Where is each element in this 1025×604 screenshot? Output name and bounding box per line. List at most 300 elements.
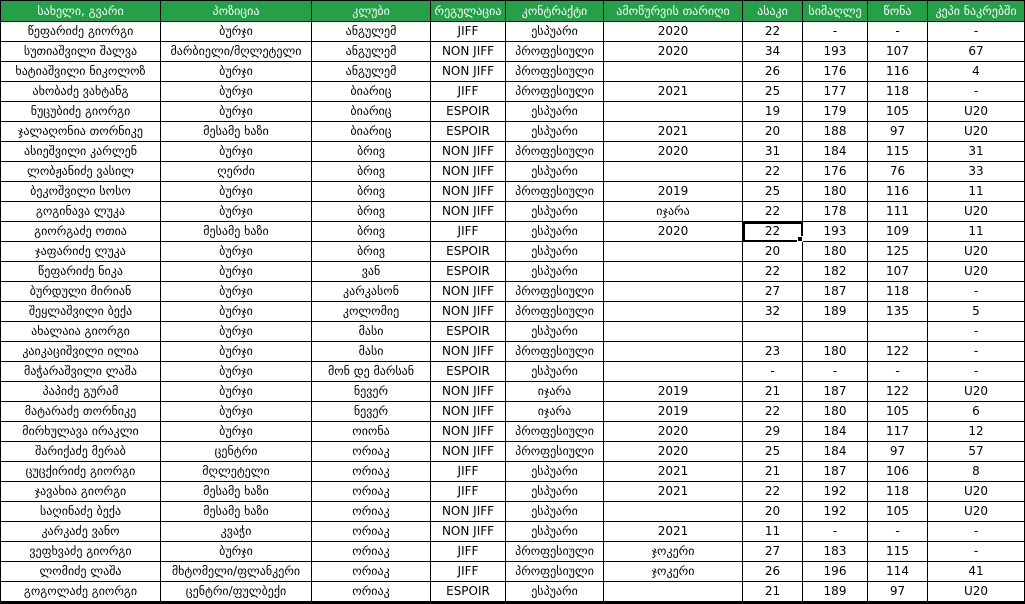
cell-position[interactable]: მღლეტელი bbox=[161, 462, 312, 482]
cell-contract[interactable]: პროფესიული bbox=[506, 42, 604, 62]
cell-contract[interactable]: ესპუარი bbox=[506, 222, 604, 242]
cell-position[interactable]: ბურჯი bbox=[161, 102, 312, 122]
cell-position[interactable]: მესამე ხაზი bbox=[161, 122, 312, 142]
cell-height[interactable]: 178 bbox=[803, 202, 868, 222]
cell-position[interactable]: ბურჯი bbox=[161, 202, 312, 222]
cell-position[interactable]: ბურჯი bbox=[161, 262, 312, 282]
cell-regulation[interactable]: NON JIFF bbox=[431, 42, 506, 62]
cell-expiry-date[interactable]: 2020 bbox=[604, 442, 743, 462]
cell-position[interactable]: ბურჯი bbox=[161, 542, 312, 562]
cell-position[interactable]: ბურჯი bbox=[161, 322, 312, 342]
cell-name[interactable]: ასიეშვილი კარლენ bbox=[1, 142, 161, 162]
cell-contract[interactable]: ესპუარი bbox=[506, 122, 604, 142]
cell-age[interactable]: 19 bbox=[743, 102, 803, 122]
header-name[interactable]: სახელი, გვარი bbox=[1, 1, 161, 22]
cell-height[interactable]: 196 bbox=[803, 562, 868, 582]
cell-contract[interactable]: პროფესიული bbox=[506, 182, 604, 202]
cell-age[interactable]: 27 bbox=[743, 282, 803, 302]
cell-age[interactable]: - bbox=[743, 362, 803, 382]
cell-height[interactable]: 180 bbox=[803, 182, 868, 202]
cell-expiry-date[interactable] bbox=[604, 502, 743, 522]
cell-age[interactable]: 26 bbox=[743, 562, 803, 582]
cell-weight[interactable]: 111 bbox=[868, 202, 928, 222]
cell-club[interactable]: კარკასონ bbox=[312, 282, 431, 302]
cell-expiry-date[interactable] bbox=[604, 362, 743, 382]
cell-club[interactable]: ნევერ bbox=[312, 402, 431, 422]
cell-weight[interactable]: 117 bbox=[868, 422, 928, 442]
cell-age[interactable]: 21 bbox=[743, 582, 803, 603]
cell-regulation[interactable]: NON JIFF bbox=[431, 382, 506, 402]
cell-height[interactable]: - bbox=[803, 522, 868, 542]
cell-caps[interactable]: 11 bbox=[928, 182, 1025, 202]
cell-height[interactable]: 180 bbox=[803, 342, 868, 362]
cell-height[interactable]: 188 bbox=[803, 122, 868, 142]
cell-regulation[interactable]: NON JIFF bbox=[431, 202, 506, 222]
cell-club[interactable]: ანგულემ bbox=[312, 22, 431, 42]
cell-expiry-date[interactable] bbox=[604, 342, 743, 362]
cell-club[interactable]: ორიაკ bbox=[312, 562, 431, 582]
cell-contract[interactable]: პროფესიული bbox=[506, 302, 604, 322]
cell-position[interactable]: ბურჯი bbox=[161, 142, 312, 162]
cell-weight[interactable]: 107 bbox=[868, 42, 928, 62]
header-position[interactable]: პოზიცია bbox=[161, 1, 312, 22]
cell-club[interactable]: ორიაკ bbox=[312, 542, 431, 562]
cell-expiry-date[interactable]: 2020 bbox=[604, 42, 743, 62]
cell-name[interactable]: წეფარიძე გიორგი bbox=[1, 22, 161, 42]
cell-regulation[interactable]: NON JIFF bbox=[431, 522, 506, 542]
cell-name[interactable]: კარკაძე ვანო bbox=[1, 522, 161, 542]
cell-height[interactable]: 189 bbox=[803, 582, 868, 603]
cell-contract[interactable]: პროფესიული bbox=[506, 542, 604, 562]
cell-position[interactable]: ბურჯი bbox=[161, 62, 312, 82]
cell-weight[interactable]: 135 bbox=[868, 302, 928, 322]
cell-position[interactable]: ბურჯი bbox=[161, 22, 312, 42]
cell-age[interactable]: 22 bbox=[743, 482, 803, 502]
cell-expiry-date[interactable] bbox=[604, 62, 743, 82]
cell-club[interactable]: ორიაკ bbox=[312, 462, 431, 482]
cell-age[interactable]: 25 bbox=[743, 182, 803, 202]
cell-club[interactable]: ბიარიც bbox=[312, 122, 431, 142]
cell-expiry-date[interactable]: 2021 bbox=[604, 82, 743, 102]
cell-age[interactable]: 22 bbox=[743, 162, 803, 182]
cell-contract[interactable]: ესპუარი bbox=[506, 362, 604, 382]
cell-position[interactable]: ბურჯი bbox=[161, 182, 312, 202]
cell-position[interactable]: ბურჯი bbox=[161, 422, 312, 442]
cell-regulation[interactable]: NON JIFF bbox=[431, 182, 506, 202]
cell-expiry-date[interactable] bbox=[604, 162, 743, 182]
cell-regulation[interactable]: ESPOIR bbox=[431, 262, 506, 282]
cell-position[interactable]: ბურჯი bbox=[161, 342, 312, 362]
cell-contract[interactable]: ესპუარი bbox=[506, 262, 604, 282]
cell-caps[interactable]: U20 bbox=[928, 482, 1025, 502]
cell-height[interactable]: 184 bbox=[803, 442, 868, 462]
cell-height[interactable]: - bbox=[803, 22, 868, 42]
cell-regulation[interactable]: JIFF bbox=[431, 482, 506, 502]
cell-weight[interactable]: 106 bbox=[868, 462, 928, 482]
cell-name[interactable]: ბურდული მირიან bbox=[1, 282, 161, 302]
cell-contract[interactable]: პროფესიული bbox=[506, 282, 604, 302]
cell-regulation[interactable]: JIFF bbox=[431, 22, 506, 42]
cell-caps[interactable]: 41 bbox=[928, 562, 1025, 582]
header-age[interactable]: ასაკი bbox=[743, 1, 803, 22]
cell-expiry-date[interactable] bbox=[604, 302, 743, 322]
cell-weight[interactable]: 118 bbox=[868, 82, 928, 102]
cell-position[interactable]: მარბიელი/მღლეტელი bbox=[161, 42, 312, 62]
cell-caps[interactable]: 57 bbox=[928, 442, 1025, 462]
cell-club[interactable]: ორიაკ bbox=[312, 502, 431, 522]
cell-name[interactable]: სუთიაშვილი შალვა bbox=[1, 42, 161, 62]
cell-age[interactable]: 26 bbox=[743, 62, 803, 82]
cell-contract[interactable]: ესპუარი bbox=[506, 322, 604, 342]
cell-name[interactable]: ჯალაღონია თორნიკე bbox=[1, 122, 161, 142]
cell-club[interactable]: ბრივ bbox=[312, 142, 431, 162]
cell-height[interactable]: 184 bbox=[803, 142, 868, 162]
cell-expiry-date[interactable]: 2021 bbox=[604, 482, 743, 502]
cell-club[interactable]: ბრივ bbox=[312, 242, 431, 262]
cell-weight[interactable]: 122 bbox=[868, 382, 928, 402]
cell-name[interactable]: კაიკაციშვილი ილია bbox=[1, 342, 161, 362]
cell-position[interactable]: მესამე ხაზი bbox=[161, 502, 312, 522]
cell-age[interactable]: 25 bbox=[743, 82, 803, 102]
cell-caps[interactable]: - bbox=[928, 282, 1025, 302]
cell-position[interactable]: ბურჯი bbox=[161, 82, 312, 102]
cell-caps[interactable]: U20 bbox=[928, 202, 1025, 222]
cell-expiry-date[interactable]: 2021 bbox=[604, 462, 743, 482]
cell-name[interactable]: ცუცქირიძე გიორგი bbox=[1, 462, 161, 482]
cell-weight[interactable]: 97 bbox=[868, 442, 928, 462]
cell-weight[interactable]: 125 bbox=[868, 242, 928, 262]
cell-caps[interactable]: 67 bbox=[928, 42, 1025, 62]
cell-weight[interactable]: 116 bbox=[868, 182, 928, 202]
cell-regulation[interactable]: JIFF bbox=[431, 542, 506, 562]
cell-weight[interactable]: 76 bbox=[868, 162, 928, 182]
cell-regulation[interactable]: JIFF bbox=[431, 82, 506, 102]
cell-regulation[interactable]: JIFF bbox=[431, 222, 506, 242]
cell-name[interactable]: ჯავახია გიორგი bbox=[1, 482, 161, 502]
cell-name[interactable]: შეყლაშვილი ბექა bbox=[1, 302, 161, 322]
cell-club[interactable]: ორიაკ bbox=[312, 522, 431, 542]
cell-regulation[interactable]: ESPOIR bbox=[431, 322, 506, 342]
cell-age[interactable]: 22 bbox=[743, 202, 803, 222]
cell-caps[interactable]: 8 bbox=[928, 462, 1025, 482]
cell-regulation[interactable]: JIFF bbox=[431, 562, 506, 582]
cell-contract[interactable]: ესპუარი bbox=[506, 22, 604, 42]
cell-name[interactable]: ბეკოშვილი სოსო bbox=[1, 182, 161, 202]
cell-regulation[interactable]: JIFF bbox=[431, 462, 506, 482]
cell-caps[interactable]: - bbox=[928, 362, 1025, 382]
cell-age[interactable]: 22 bbox=[743, 262, 803, 282]
cell-age[interactable] bbox=[743, 322, 803, 342]
cell-club[interactable]: ბრივ bbox=[312, 162, 431, 182]
cell-contract[interactable]: პროფესიული bbox=[506, 422, 604, 442]
cell-contract[interactable]: ესპუარი bbox=[506, 582, 604, 603]
cell-club[interactable]: ბრივ bbox=[312, 182, 431, 202]
cell-expiry-date[interactable] bbox=[604, 262, 743, 282]
cell-age[interactable]: 20 bbox=[743, 242, 803, 262]
cell-club[interactable]: ორიაკ bbox=[312, 482, 431, 502]
cell-contract[interactable]: პროფესიული bbox=[506, 62, 604, 82]
cell-height[interactable]: 180 bbox=[803, 242, 868, 262]
cell-position[interactable]: ბურჯი bbox=[161, 302, 312, 322]
cell-caps[interactable]: - bbox=[928, 342, 1025, 362]
cell-club[interactable]: ბრივ bbox=[312, 202, 431, 222]
cell-height[interactable]: 177 bbox=[803, 82, 868, 102]
cell-regulation[interactable]: NON JIFF bbox=[431, 422, 506, 442]
cell-expiry-date[interactable] bbox=[604, 102, 743, 122]
cell-expiry-date[interactable]: ჯოკერი bbox=[604, 542, 743, 562]
cell-height[interactable]: 192 bbox=[803, 482, 868, 502]
cell-age[interactable]: 21 bbox=[743, 382, 803, 402]
cell-club[interactable]: ანგულემ bbox=[312, 42, 431, 62]
cell-regulation[interactable]: NON JIFF bbox=[431, 442, 506, 462]
cell-expiry-date[interactable]: ჯოკერი bbox=[604, 562, 743, 582]
cell-expiry-date[interactable]: 2019 bbox=[604, 402, 743, 422]
cell-regulation[interactable]: NON JIFF bbox=[431, 282, 506, 302]
header-expiry-date[interactable]: ამოწურვის თარიღი bbox=[604, 1, 743, 22]
cell-regulation[interactable]: NON JIFF bbox=[431, 142, 506, 162]
cell-age[interactable]: 32 bbox=[743, 302, 803, 322]
cell-caps[interactable]: 4 bbox=[928, 62, 1025, 82]
cell-regulation[interactable]: ESPOIR bbox=[431, 582, 506, 603]
cell-club[interactable]: ორიაკ bbox=[312, 442, 431, 462]
cell-height[interactable]: 193 bbox=[803, 42, 868, 62]
cell-contract[interactable]: პროფესიული bbox=[506, 442, 604, 462]
cell-name[interactable]: მაჭარაშვილი ლაშა bbox=[1, 362, 161, 382]
header-club[interactable]: კლუბი bbox=[312, 1, 431, 22]
cell-regulation[interactable]: ESPOIR bbox=[431, 122, 506, 142]
cell-expiry-date[interactable]: იჯარა bbox=[604, 202, 743, 222]
cell-position[interactable]: მესამე ხაზი bbox=[161, 482, 312, 502]
cell-club[interactable]: ბრივ bbox=[312, 222, 431, 242]
cell-contract[interactable]: ესპუარი bbox=[506, 242, 604, 262]
cell-contract[interactable]: იჯარა bbox=[506, 382, 604, 402]
cell-regulation[interactable]: ESPOIR bbox=[431, 362, 506, 382]
cell-age[interactable]: 20 bbox=[743, 502, 803, 522]
cell-weight[interactable]: 115 bbox=[868, 542, 928, 562]
cell-age[interactable]: 25 bbox=[743, 442, 803, 462]
cell-name[interactable]: ვეფხვაძე გიორგი bbox=[1, 542, 161, 562]
cell-weight[interactable]: - bbox=[868, 522, 928, 542]
cell-contract[interactable]: იჯარა bbox=[506, 402, 604, 422]
cell-weight[interactable]: 118 bbox=[868, 282, 928, 302]
cell-name[interactable]: ლომიძე ლაშა bbox=[1, 562, 161, 582]
cell-age[interactable]: 22 bbox=[743, 402, 803, 422]
cell-position[interactable]: ღერძი bbox=[161, 162, 312, 182]
cell-caps[interactable]: - bbox=[928, 322, 1025, 342]
cell-age[interactable]: 29 bbox=[743, 422, 803, 442]
cell-name[interactable]: წეფარიძე ნიკა bbox=[1, 262, 161, 282]
cell-height[interactable]: 180 bbox=[803, 402, 868, 422]
header-caps[interactable]: კეპი ნაკრებში bbox=[928, 1, 1025, 22]
cell-expiry-date[interactable]: 2021 bbox=[604, 122, 743, 142]
cell-weight[interactable]: 114 bbox=[868, 562, 928, 582]
cell-position[interactable]: ცენტრი/ფულბექი bbox=[161, 582, 312, 603]
cell-caps[interactable]: U20 bbox=[928, 582, 1025, 603]
cell-weight[interactable]: 97 bbox=[868, 122, 928, 142]
cell-expiry-date[interactable]: 2021 bbox=[604, 522, 743, 542]
cell-height[interactable] bbox=[803, 322, 868, 342]
cell-club[interactable]: ნევერ bbox=[312, 382, 431, 402]
cell-height[interactable]: 176 bbox=[803, 162, 868, 182]
cell-height[interactable]: 184 bbox=[803, 422, 868, 442]
cell-caps[interactable]: 31 bbox=[928, 142, 1025, 162]
cell-contract[interactable]: პროფესიული bbox=[506, 142, 604, 162]
cell-contract[interactable]: ესპუარი bbox=[506, 202, 604, 222]
cell-age[interactable]: 31 bbox=[743, 142, 803, 162]
cell-caps[interactable]: U20 bbox=[928, 102, 1025, 122]
cell-caps[interactable]: U20 bbox=[928, 502, 1025, 522]
cell-name[interactable]: ახობაძე ვახტანგ bbox=[1, 82, 161, 102]
cell-weight[interactable]: 115 bbox=[868, 142, 928, 162]
cell-height[interactable]: 189 bbox=[803, 302, 868, 322]
cell-regulation[interactable]: ESPOIR bbox=[431, 242, 506, 262]
cell-caps[interactable]: 11 bbox=[928, 222, 1025, 242]
cell-contract[interactable]: ესპუარი bbox=[506, 502, 604, 522]
cell-weight[interactable]: - bbox=[868, 22, 928, 42]
cell-name[interactable]: გიორგაძე ოთია bbox=[1, 222, 161, 242]
cell-age[interactable]: 27 bbox=[743, 542, 803, 562]
cell-name[interactable]: შარიქაძე მერაბ bbox=[1, 442, 161, 462]
cell-caps[interactable]: 5 bbox=[928, 302, 1025, 322]
cell-regulation[interactable]: NON JIFF bbox=[431, 502, 506, 522]
cell-caps[interactable]: 6 bbox=[928, 402, 1025, 422]
cell-weight[interactable]: 109 bbox=[868, 222, 928, 242]
cell-age[interactable]: 11 bbox=[743, 522, 803, 542]
cell-contract[interactable]: პროფესიული bbox=[506, 562, 604, 582]
cell-expiry-date[interactable]: 2020 bbox=[604, 22, 743, 42]
cell-age[interactable]: 20 bbox=[743, 122, 803, 142]
cell-height[interactable]: 183 bbox=[803, 542, 868, 562]
cell-caps[interactable]: - bbox=[928, 82, 1025, 102]
cell-expiry-date[interactable] bbox=[604, 322, 743, 342]
cell-weight[interactable]: - bbox=[868, 362, 928, 382]
cell-regulation[interactable]: ESPOIR bbox=[431, 102, 506, 122]
cell-caps[interactable]: U20 bbox=[928, 242, 1025, 262]
cell-height[interactable]: 187 bbox=[803, 462, 868, 482]
cell-contract[interactable]: ესპუარი bbox=[506, 522, 604, 542]
cell-height[interactable]: - bbox=[803, 362, 868, 382]
cell-caps[interactable]: - bbox=[928, 22, 1025, 42]
cell-contract[interactable]: პროფესიული bbox=[506, 82, 604, 102]
cell-name[interactable]: მატარაძე თორნიკე bbox=[1, 402, 161, 422]
cell-name[interactable]: ჯაფარიძე ლუკა bbox=[1, 242, 161, 262]
cell-expiry-date[interactable] bbox=[604, 282, 743, 302]
cell-regulation[interactable]: NON JIFF bbox=[431, 302, 506, 322]
cell-caps[interactable]: U20 bbox=[928, 382, 1025, 402]
cell-age[interactable]: 23 bbox=[743, 342, 803, 362]
cell-club[interactable]: ბიარიც bbox=[312, 82, 431, 102]
cell-name[interactable]: გოგოლაძე გიორგი bbox=[1, 582, 161, 603]
cell-name[interactable]: ნუცუბიძე გიორგი bbox=[1, 102, 161, 122]
cell-contract[interactable]: ესპუარი bbox=[506, 482, 604, 502]
cell-position[interactable]: ცენტრი bbox=[161, 442, 312, 462]
cell-age[interactable]: 34 bbox=[743, 42, 803, 62]
cell-caps[interactable]: - bbox=[928, 522, 1025, 542]
cell-club[interactable]: ვან bbox=[312, 262, 431, 282]
cell-name[interactable]: ახალაია გიორგი bbox=[1, 322, 161, 342]
cell-club[interactable]: მონ დე მარსან bbox=[312, 362, 431, 382]
cell-name[interactable]: გოგინავა ლუკა bbox=[1, 202, 161, 222]
cell-contract[interactable]: ესპუარი bbox=[506, 462, 604, 482]
cell-position[interactable]: მხტომელი/ფლანკერი bbox=[161, 562, 312, 582]
cell-weight[interactable]: 105 bbox=[868, 402, 928, 422]
cell-age[interactable]: 22 bbox=[743, 22, 803, 42]
cell-expiry-date[interactable]: 2020 bbox=[604, 142, 743, 162]
cell-weight[interactable]: 107 bbox=[868, 262, 928, 282]
cell-caps[interactable]: 33 bbox=[928, 162, 1025, 182]
header-weight[interactable]: წონა bbox=[868, 1, 928, 22]
cell-club[interactable]: მასი bbox=[312, 322, 431, 342]
cell-contract[interactable]: პროფესიული bbox=[506, 342, 604, 362]
cell-caps[interactable]: U20 bbox=[928, 122, 1025, 142]
cell-height[interactable]: 176 bbox=[803, 62, 868, 82]
cell-expiry-date[interactable]: 2020 bbox=[604, 222, 743, 242]
cell-expiry-date[interactable]: 2020 bbox=[604, 422, 743, 442]
cell-expiry-date[interactable]: 2019 bbox=[604, 182, 743, 202]
cell-weight[interactable]: 97 bbox=[868, 582, 928, 603]
cell-name[interactable]: პაპიძე გურამ bbox=[1, 382, 161, 402]
cell-regulation[interactable]: NON JIFF bbox=[431, 402, 506, 422]
cell-height[interactable]: 179 bbox=[803, 102, 868, 122]
cell-name[interactable]: ლობჟანიძე ვასილ bbox=[1, 162, 161, 182]
cell-club[interactable]: ბიარიც bbox=[312, 102, 431, 122]
cell-regulation[interactable]: NON JIFF bbox=[431, 162, 506, 182]
cell-age[interactable]: 21 bbox=[743, 462, 803, 482]
cell-caps[interactable]: U20 bbox=[928, 262, 1025, 282]
header-contract[interactable]: კონტრაქტი bbox=[506, 1, 604, 22]
cell-weight[interactable]: 116 bbox=[868, 62, 928, 82]
cell-position[interactable]: ბურჯი bbox=[161, 282, 312, 302]
header-regulation[interactable]: რეგულაცია bbox=[431, 1, 506, 22]
cell-weight[interactable] bbox=[868, 322, 928, 342]
cell-name[interactable]: მირხულავა ირაკლი bbox=[1, 422, 161, 442]
cell-height[interactable]: 182 bbox=[803, 262, 868, 282]
active-cell[interactable]: 22 bbox=[743, 222, 803, 242]
cell-name[interactable]: საღინაძე ბექა bbox=[1, 502, 161, 522]
cell-expiry-date[interactable]: 2019 bbox=[604, 382, 743, 402]
cell-weight[interactable]: 105 bbox=[868, 102, 928, 122]
cell-position[interactable]: ბურჯი bbox=[161, 402, 312, 422]
cell-caps[interactable]: 12 bbox=[928, 422, 1025, 442]
cell-height[interactable]: 193 bbox=[803, 222, 868, 242]
cell-contract[interactable]: ესპუარი bbox=[506, 162, 604, 182]
cell-regulation[interactable]: NON JIFF bbox=[431, 62, 506, 82]
cell-height[interactable]: 187 bbox=[803, 382, 868, 402]
cell-weight[interactable]: 118 bbox=[868, 482, 928, 502]
cell-weight[interactable]: 105 bbox=[868, 502, 928, 522]
cell-club[interactable]: ანგულემ bbox=[312, 62, 431, 82]
cell-position[interactable]: ბურჯი bbox=[161, 242, 312, 262]
cell-expiry-date[interactable] bbox=[604, 582, 743, 603]
cell-club[interactable]: ორიაკ bbox=[312, 582, 431, 603]
cell-club[interactable]: ოიონა bbox=[312, 422, 431, 442]
cell-position[interactable]: კვაჭი bbox=[161, 522, 312, 542]
cell-expiry-date[interactable] bbox=[604, 242, 743, 262]
cell-position[interactable]: ბურჯი bbox=[161, 362, 312, 382]
cell-height[interactable]: 187 bbox=[803, 282, 868, 302]
cell-caps[interactable]: - bbox=[928, 542, 1025, 562]
cell-regulation[interactable]: NON JIFF bbox=[431, 342, 506, 362]
cell-club[interactable]: მასი bbox=[312, 342, 431, 362]
cell-position[interactable]: ბურჯი bbox=[161, 382, 312, 402]
cell-position[interactable]: მესამე ხაზი bbox=[161, 222, 312, 242]
cell-contract[interactable]: ესპუარი bbox=[506, 102, 604, 122]
header-height[interactable]: სიმაღლე bbox=[803, 1, 868, 22]
cell-name[interactable]: ხატიაშვილი ნიკოლოზ bbox=[1, 62, 161, 82]
cell-weight[interactable]: 122 bbox=[868, 342, 928, 362]
cell-club[interactable]: კოლომიე bbox=[312, 302, 431, 322]
cell-height[interactable]: 192 bbox=[803, 502, 868, 522]
